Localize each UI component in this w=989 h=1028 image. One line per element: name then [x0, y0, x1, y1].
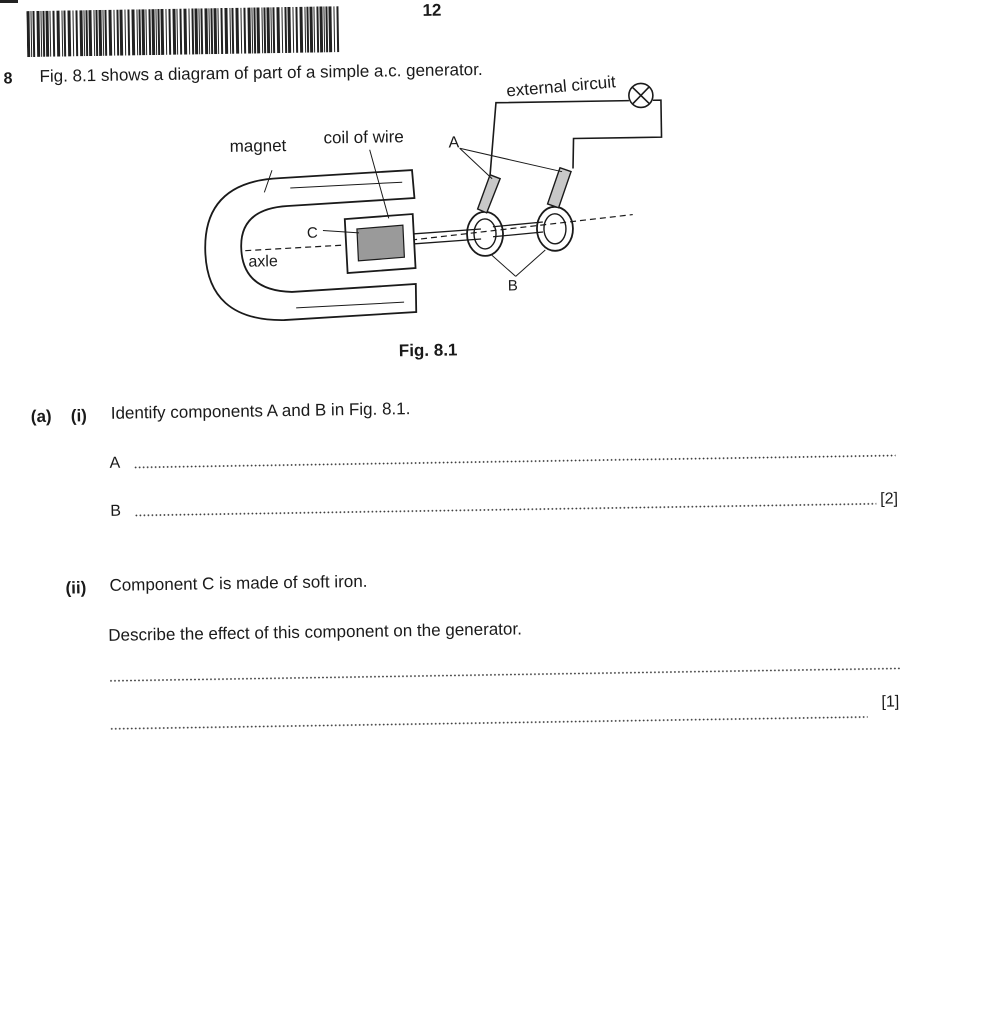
label-external-circuit: external circuit — [505, 72, 617, 101]
question-intro: Fig. 8.1 shows a diagram of part of a simple a.c. generator. — [39, 59, 483, 86]
marks-a-i: [2] — [880, 490, 899, 508]
label-b: B — [507, 277, 518, 295]
axle-rod — [411, 222, 543, 244]
label-coil: coil of wire — [323, 127, 404, 148]
answer-a-label: A — [109, 454, 121, 472]
part-a-ii-label: (ii) — [65, 578, 87, 598]
part-a-label: (a) — [30, 406, 52, 427]
label-c: C — [306, 224, 318, 242]
answer-line-a[interactable] — [134, 454, 896, 468]
answer-b-label: B — [110, 502, 122, 520]
part-a-i-label: (i) — [70, 406, 88, 426]
answer-line-c-2[interactable] — [110, 716, 868, 730]
marks-a-ii: [1] — [881, 693, 900, 711]
label-a: A — [448, 134, 460, 152]
part-a-i-question: Identify components A and B in Fig. 8.1. — [110, 399, 411, 423]
figure-caption: Fig. 8.1 — [398, 340, 458, 361]
lamp-icon — [629, 83, 653, 107]
part-a-ii-question: Describe the effect of this component on the generator. — [108, 619, 523, 645]
page-number: 12 — [422, 0, 442, 20]
label-magnet: magnet — [229, 136, 287, 156]
generator-diagram — [190, 52, 684, 335]
corner-mark — [0, 0, 18, 3]
barcode — [26, 6, 343, 57]
part-a-ii-statement: Component C is made of soft iron. — [109, 571, 368, 595]
slip-ring-left — [467, 212, 504, 257]
answer-line-c-1[interactable] — [109, 667, 901, 681]
external-circuit-wires — [489, 100, 662, 175]
soft-iron-core — [357, 225, 405, 261]
slip-ring-right — [537, 207, 574, 252]
label-axle: axle — [248, 253, 278, 271]
brush-left — [477, 175, 501, 213]
answer-line-b[interactable] — [134, 503, 876, 517]
brush-right — [547, 168, 572, 208]
question-number: 8 — [3, 70, 13, 88]
